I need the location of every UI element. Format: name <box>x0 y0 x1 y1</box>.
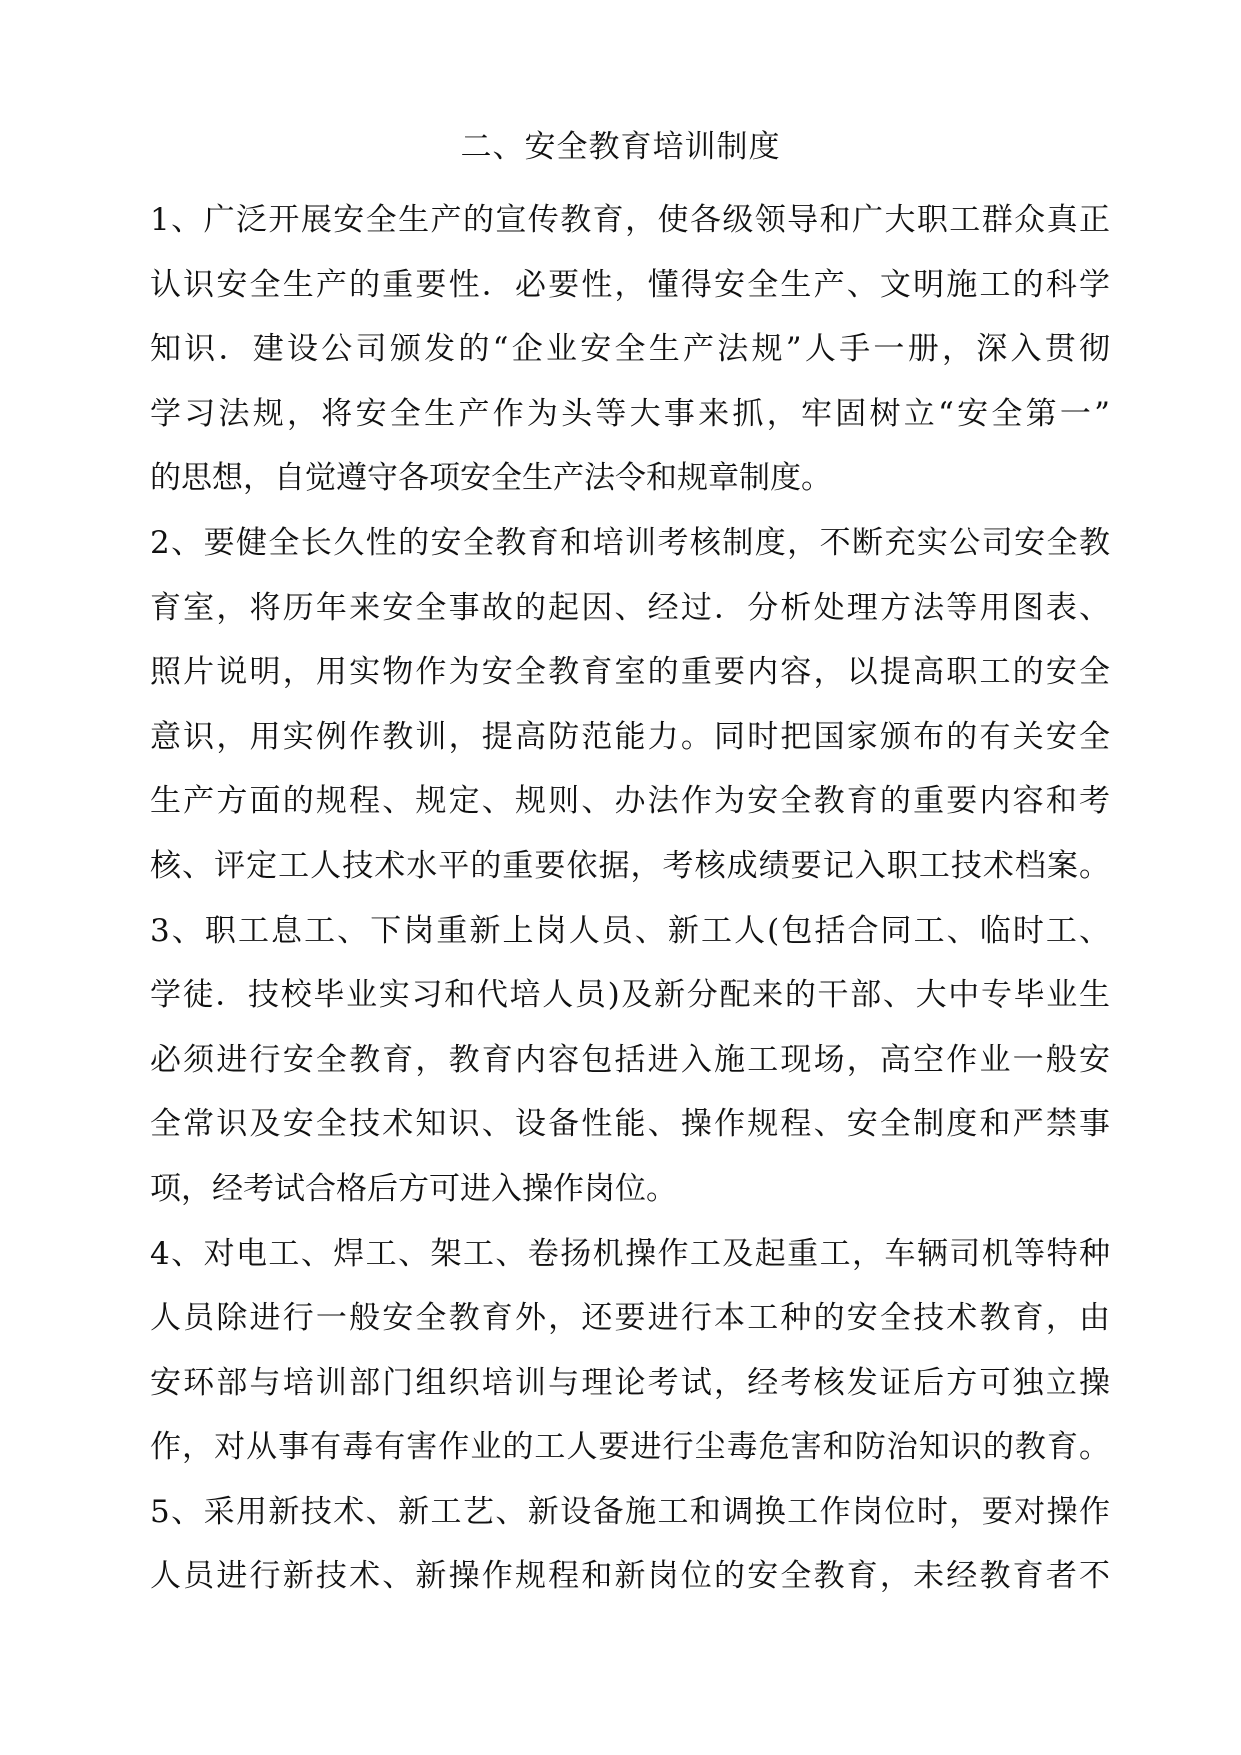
text-line: 2、要健全长久性的安全教育和培训考核制度，不断充实公司安全教 <box>150 524 1110 561</box>
text-line: 育室，将历年来安全事故的起因、经过．分析处理方法等用图表、 <box>150 589 1110 626</box>
text-line: 安环部与培训部门组织培训与理论考试，经考核发证后方可独立操 <box>150 1364 1110 1401</box>
text-line: 5、采用新技术、新工艺、新设备施工和调换工作岗位时，要对操作 <box>150 1493 1110 1530</box>
text-line: 1、广泛开展安全生产的宣传教育，使各级领导和广大职工群众真正 <box>150 202 1110 238</box>
text-line: 作，对从事有毒有害作业的工人要进行尘毒危害和防治知识的教育。 <box>150 1429 1110 1466</box>
text-line: 3、职工息工、下岗重新上岗人员、新工人(包括合同工、临时工、 <box>150 912 1110 949</box>
text-line: 照片说明，用实物作为安全教育室的重要内容，以提高职工的安全 <box>150 654 1110 691</box>
text-line: 知识．建设公司颁发的“企业安全生产法规”人手一册，深入贯彻 <box>150 331 1110 368</box>
document-title: 二、安全教育培训制度 <box>460 129 781 165</box>
text-line: 核、评定工人技术水平的重要依据，考核成绩要记入职工技术档案。 <box>150 847 1110 884</box>
text-line: 的思想，自觉遵守各项安全生产法令和规章制度。 <box>150 460 832 497</box>
text-line: 意识，用实例作教训，提高防范能力。同时把国家颁布的有关安全 <box>150 718 1110 755</box>
text-line: 学徒．技校毕业实习和代培人员)及新分配来的干部、大中专毕业生 <box>150 977 1110 1014</box>
text-line: 人员除进行一般安全教育外，还要进行本工种的安全技术教育，由 <box>150 1300 1110 1337</box>
text-line: 认识安全生产的重要性．必要性，懂得安全生产、文明施工的科学 <box>150 266 1110 303</box>
text-line: 人员进行新技术、新操作规程和新岗位的安全教育，未经教育者不 <box>150 1558 1110 1595</box>
text-line: 必须进行安全教育，教育内容包括进入施工现场，高空作业一般安 <box>150 1041 1110 1078</box>
text-line: 生产方面的规程、规定、规则、办法作为安全教育的重要内容和考 <box>150 783 1110 820</box>
text-line: 学习法规，将安全生产作为头等大事来抓，牢固树立“安全第一” <box>150 395 1110 432</box>
text-line: 全常识及安全技术知识、设备性能、操作规程、安全制度和严禁事 <box>150 1106 1110 1143</box>
text-line: 4、对电工、焊工、架工、卷扬机操作工及起重工，车辆司机等特种 <box>150 1235 1110 1272</box>
text-line: 项，经考试合格后方可进入操作岗位。 <box>150 1170 677 1207</box>
document-body <box>150 188 1110 1609</box>
